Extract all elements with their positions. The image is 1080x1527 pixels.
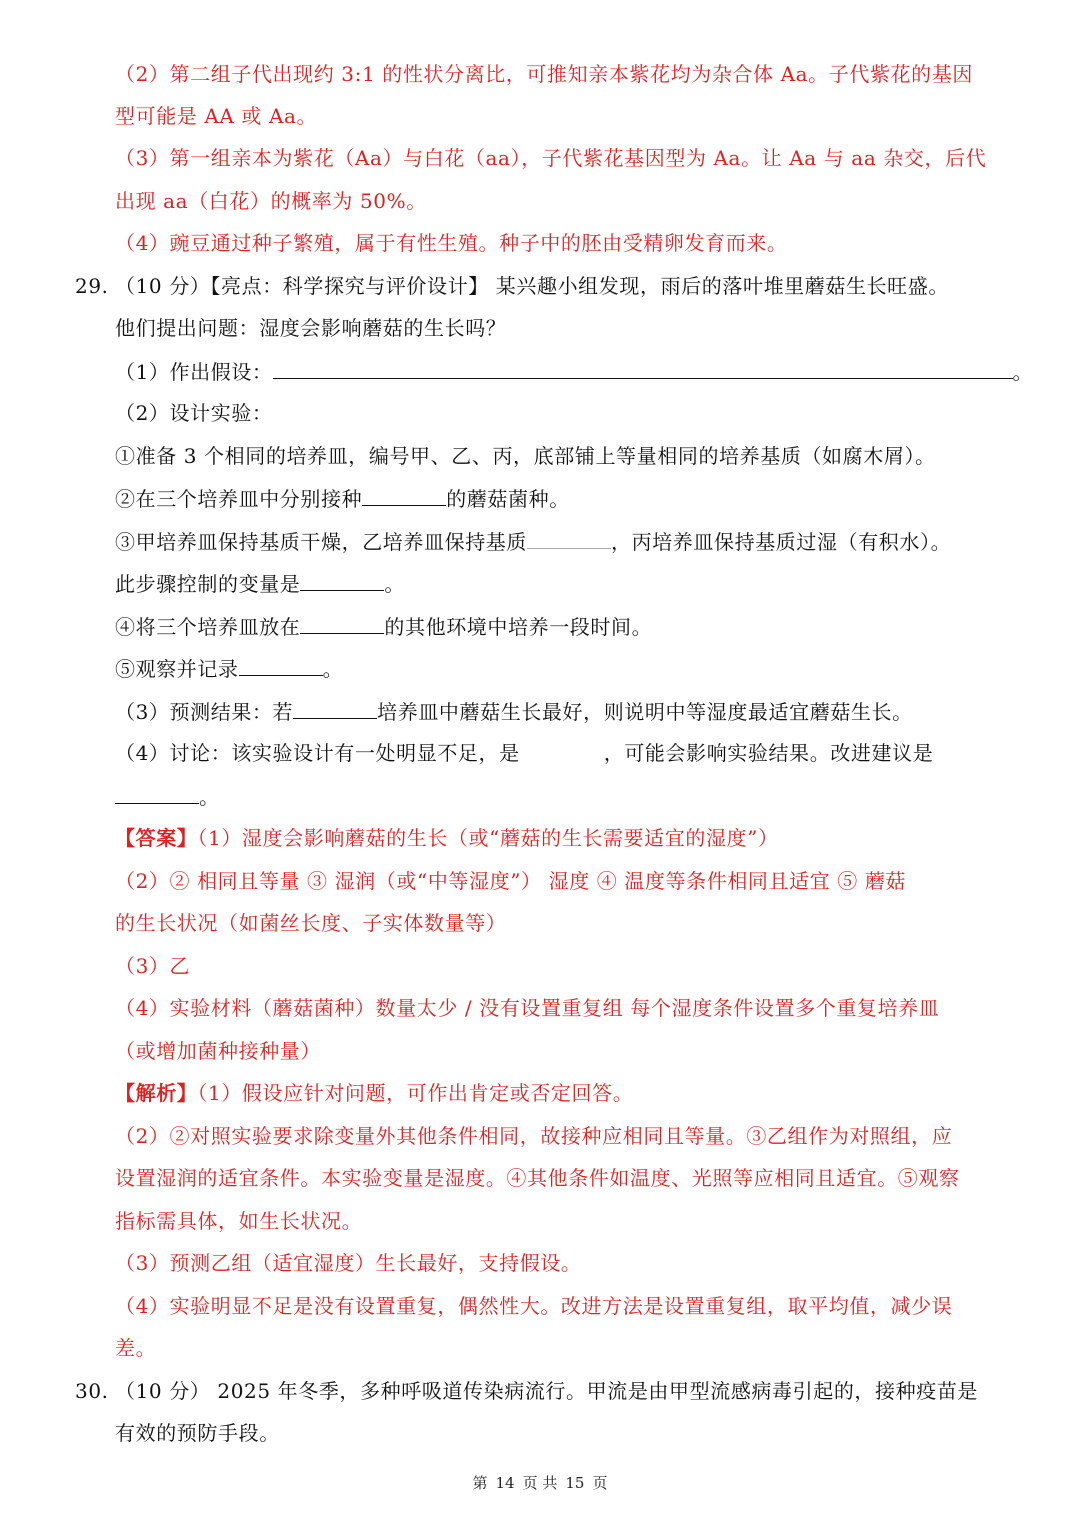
question29-line2: 他们提出问题：湿度会影响蘑菇的生长吗？ — [115, 316, 507, 340]
answer-label: 【答案】 — [115, 826, 198, 850]
analysis29-e1 — [115, 1078, 633, 1108]
answer29-a4-line1: （4）实验材料（蘑菇菌种）数量太少 / 没有设置重复组 每个湿度条件设置多个重复培养皿 — [115, 996, 940, 1020]
step2 — [115, 483, 570, 514]
step4-text-a: ④将三个培养皿放在 — [115, 615, 301, 639]
analysis29-e2-line1: （2）②对照实验要求除变量外其他条件相同，故接种应相同且等量。③乙组作为对照组，应 — [115, 1124, 953, 1148]
question30-number: 30. — [75, 1379, 109, 1403]
step5-text-a: ⑤观察并记录 — [115, 657, 239, 681]
answer29-a2-line1: （2）② 相同且等量 ③ 湿润（或“中等湿度”） 湿度 ④ 温度等条件相同且适宜 ⑤ 蘑菇 — [115, 869, 907, 893]
answer28-p4: （4）豌豆通过种子繁殖，属于有性生殖。种子中的胚由受精卵发育而来。 — [115, 231, 788, 255]
prediction-text-b: 培养皿中蘑菇生长最好，则说明中等湿度最适宜蘑菇生长。 — [377, 700, 913, 724]
step2-blank[interactable] — [362, 483, 446, 506]
step5 — [115, 653, 343, 684]
discussion-text-a: （4）讨论：该实验设计有一处明显不足，是 — [115, 741, 520, 765]
analysis29-e2-line2: 设置湿润的适宜条件。本实验变量是湿度。④其他条件如温度、光照等应相同且适宜。⑤观察 — [115, 1166, 960, 1190]
step3-variable — [115, 568, 405, 599]
step3-variable-text-b: 。 — [384, 572, 406, 596]
answer28-p3-line2: 出现 aa（白花）的概率为 50%。 — [115, 189, 427, 213]
footer-suffix: 页 — [592, 1474, 608, 1492]
question29-number: 29. — [75, 274, 109, 298]
analysis29-e1-text: （1）假设应针对问题，可作出肯定或否定回答。 — [197, 1081, 634, 1105]
step4-text-b: 的其他环境中培养一段时间。 — [384, 615, 653, 639]
step4 — [115, 611, 652, 642]
hypothesis-blank[interactable] — [273, 356, 1013, 379]
step2-text-b: 的蘑菇菌种。 — [446, 487, 570, 511]
answer28-p2-line1: （2）第二组子代出现约 3:1 的性状分离比，可推知亲本紫花均为杂合体 Aa。子代紫花的基因 — [115, 62, 973, 86]
step2-text-a: ②在三个培养皿中分别接种 — [115, 487, 363, 511]
step3-text-a: ③甲培养皿保持基质干燥，乙培养皿保持基质 — [115, 530, 527, 554]
answer28-p2-line2: 型可能是 AA 或 Aa。 — [115, 104, 318, 128]
discussion-suggestion-end: 。 — [199, 785, 220, 809]
step3 — [115, 526, 951, 557]
hypothesis-end: 。 — [1012, 360, 1034, 384]
hypothesis-line — [115, 356, 1033, 387]
step1: ①准备 3 个相同的培养皿，编号甲、乙、丙，底部铺上等量相同的培养基质（如腐木屑）。 — [115, 444, 936, 468]
step3-text-b: ，丙培养皿保持基质过湿（有积水）。 — [611, 530, 952, 554]
analysis29-e3: （3）预测乙组（适宜湿度）生长最好，支持假设。 — [115, 1251, 582, 1275]
question30-line2: 有效的预防手段。 — [115, 1421, 280, 1445]
page-footer — [0, 1472, 1080, 1493]
discussion — [115, 738, 933, 768]
answer29-a3: （3）乙 — [115, 954, 191, 978]
prediction-blank[interactable] — [293, 696, 377, 719]
answer28-p3-line1: （3）第一组亲本为紫花（Aa）与白花（aa），子代紫花基因型为 Aa。让 Aa 与 aa 杂交，后代 — [115, 146, 987, 170]
step3-variable-blank[interactable] — [300, 568, 384, 591]
prediction — [115, 696, 913, 727]
answer29-a2-line2: 的生长状况（如菌丝长度、子实体数量等） — [115, 911, 507, 935]
footer-mid: 页 共 — [522, 1474, 558, 1492]
analysis29-e4-line1: （4）实验明显不足是没有设置重复，偶然性大。改进方法是设置重复组，取平均值，减少误 — [115, 1294, 953, 1318]
discussion-suggestion-blank[interactable] — [115, 781, 199, 804]
analysis-label: 【解析】 — [115, 1081, 198, 1105]
step3-blank[interactable] — [527, 526, 611, 549]
step3-variable-text-a: 此步骤控制的变量是 — [115, 572, 301, 596]
question29-line1: （10 分）【亮点：科学探究与评价设计】 某兴趣小组发现，雨后的落叶堆里蘑菇生长旺盛。 — [115, 274, 949, 298]
answer29-a1 — [115, 823, 779, 853]
prediction-text-a: （3）预测结果：若 — [115, 700, 294, 724]
footer-page-number: 14 — [495, 1474, 515, 1492]
answer29-a4-line2: （或增加菌种接种量） — [115, 1039, 321, 1063]
answer29-a1-text: （1）湿度会影响蘑菇的生长（或“蘑菇的生长需要适宜的湿度”） — [197, 826, 779, 850]
step4-blank[interactable] — [300, 611, 384, 634]
step5-blank[interactable] — [239, 653, 323, 676]
discussion-suggestion — [115, 781, 220, 812]
step5-text-b: 。 — [322, 657, 344, 681]
question30-line1: （10 分） 2025 年冬季，多种呼吸道传染病流行。甲流是由甲型流感病毒引起的，接种疫苗是 — [115, 1379, 979, 1403]
analysis29-e4-line2: 差。 — [115, 1336, 157, 1360]
design-label: （2）设计实验： — [115, 401, 273, 425]
hypothesis-label: （1）作出假设： — [115, 360, 273, 384]
analysis29-e2-line3: 指标需具体，如生长状况。 — [115, 1209, 363, 1233]
footer-total-pages: 15 — [565, 1474, 585, 1492]
footer-prefix: 第 — [472, 1474, 488, 1492]
discussion-text-b: ，可能会影响实验结果。改进建议是 — [603, 741, 934, 765]
